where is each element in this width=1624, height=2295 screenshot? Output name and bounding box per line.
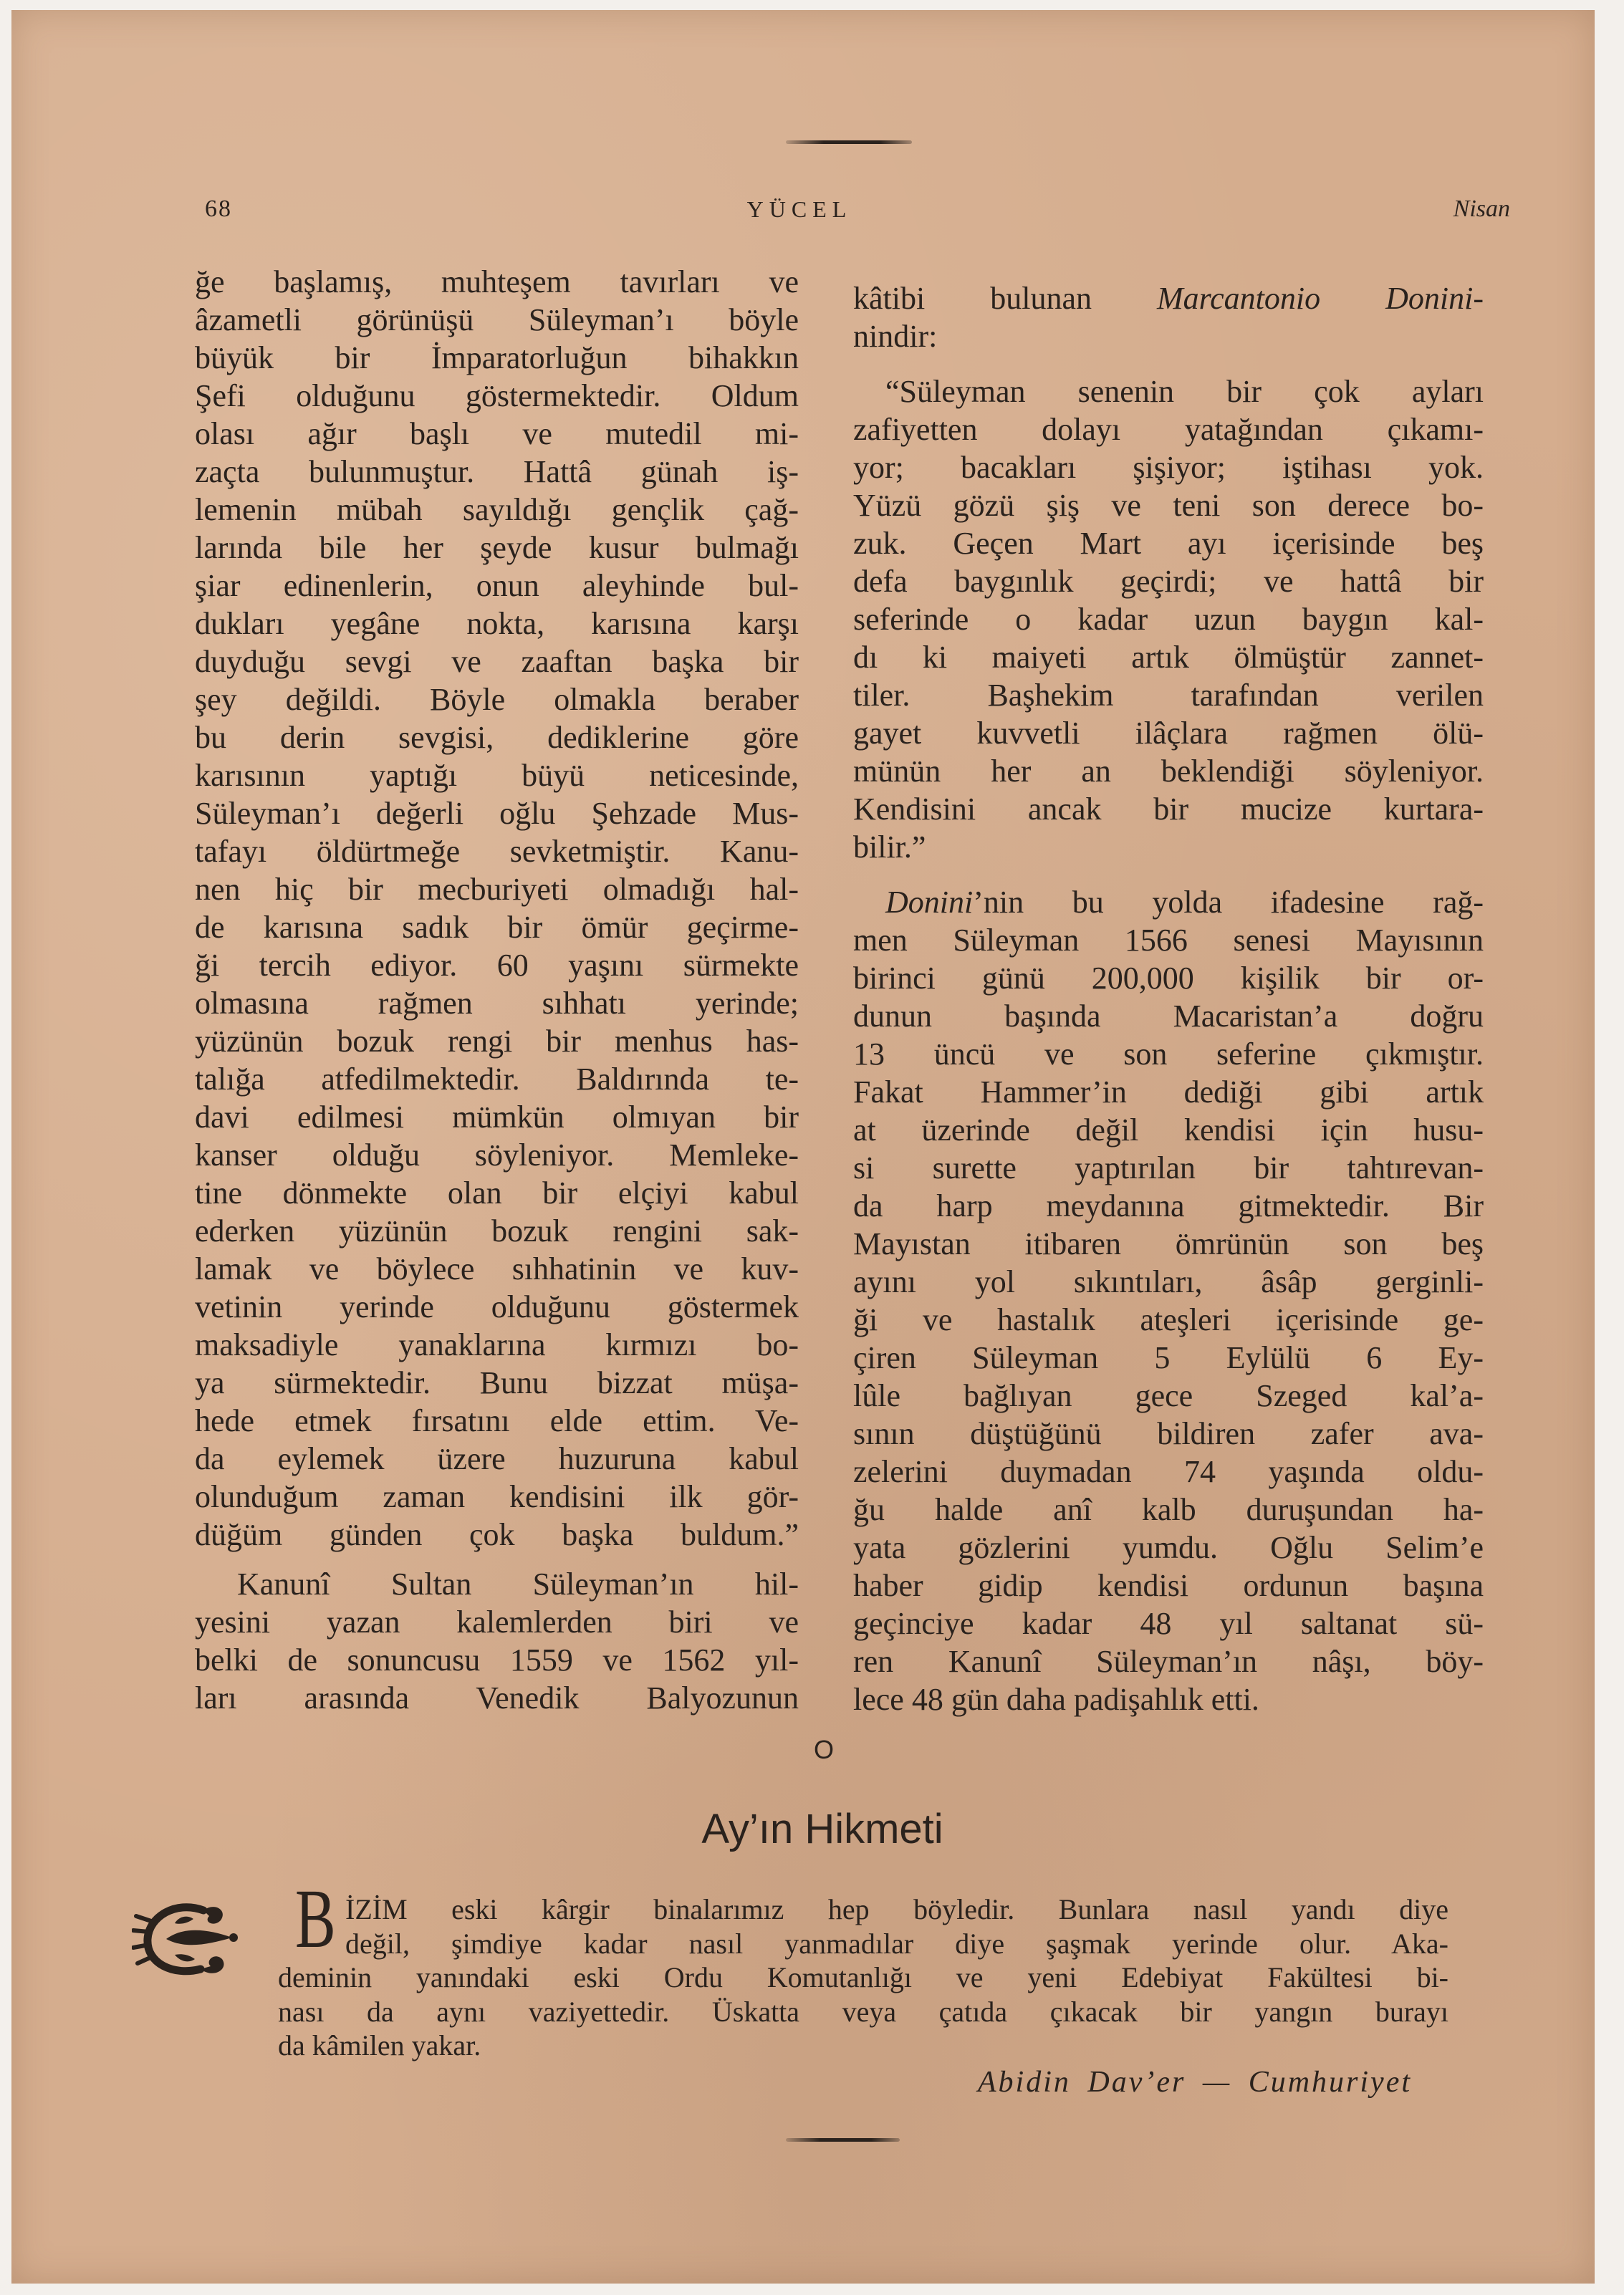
floral-ornament-icon [132,1895,241,1985]
text-line: olası ağır başlı ve mutedil mi- [195,416,799,451]
text-line: at üzerinde değil kendisi için husu- [853,1112,1484,1148]
text-line: ya sürmektedir. Bunu bizzat müşa- [195,1365,799,1400]
text-line: çiren Süleyman 5 Eylülü 6 Ey- [853,1340,1484,1375]
text-line: 13 üncü ve son seferine çıkmıştır. [853,1036,1484,1072]
decorative-rule-bottom [786,2138,900,2142]
text-line: dukları yegâne nokta, karısına karşı [195,606,799,641]
drop-cap: B [295,1872,336,1966]
decorative-rule-top [786,140,912,144]
text-line: belki de sonuncusu 1559 ve 1562 yıl- [195,1642,799,1678]
text-line: olunduğum zaman kendisini ilk gör- [195,1479,799,1514]
text-line: bilir.” [853,829,926,865]
magazine-title: YÜCEL [746,196,852,222]
text-line: de karısına sadık bir ömür geçirme- [195,910,799,945]
text-line: si surette yaptırılan bir tahtırevan- [853,1150,1484,1185]
paragraph [853,372,1484,866]
article-column-right [853,279,1484,1718]
text-line: seferinde o kadar uzun baygın kal- [853,602,1484,637]
section-heading: Ay’ın Hikmeti [701,1806,943,1852]
text-line: ederken yüzünün bozuk rengini sak- [195,1213,799,1248]
text-line: nindir: [853,319,938,354]
text-line: lûle bağlıyan gece Szeged kal’a- [853,1378,1484,1413]
text-line: defa baygınlık geçirdi; ve hattâ bir [853,564,1484,599]
text-line: ren Kanunî Süleyman’ın nâşı, böy- [853,1644,1484,1679]
text-line: vetinin yerinde olduğunu göstermek [195,1289,799,1324]
text-line: Kanunî Sultan Süleyman’ın hil- [237,1567,799,1602]
text-line: larında bile her şeyde kusur bulmağı [195,530,799,565]
text-line: zuk. Geçen Mart ayı içerisinde beş [853,526,1484,561]
text-line: gayet kuvvetli ilâçlara rağmen ölü- [853,716,1484,751]
text-line: maksadiyle yanaklarına kırmızı bo- [195,1327,799,1362]
text-line: olmasına rağmen sıhhatı yerinde; [195,986,799,1021]
italic-text: Donini [885,885,974,920]
text-line: nen hiç bir mecburiyeti olmadığı hal- [195,872,799,907]
text-line: ları arasında Venedik Balyozunun [195,1680,799,1716]
text-line: “Süleyman senenin bir çok ayları [885,374,1484,409]
text-line: deminin yanındaki eski Ordu Komutanlığı ve yeni Edebiyat Fakültesi bi- [278,1961,1448,1993]
text-line: düğüm günden çok başka buldum.” [195,1517,799,1552]
text-line: sının düştüğünü bildiren zafer ava- [853,1416,1484,1451]
text-line: davi edilmesi mümkün olmıyan bir [195,1100,799,1135]
text-line: şiar edinenlerin, onun aleyhinde bul- [195,568,799,603]
section-separator: O [813,1735,835,1764]
text-line: ği tercih ediyor. 60 yaşını sürmekte [195,948,799,983]
text-line: yata gözlerini yumdu. Oğlu Selim’e [853,1530,1484,1565]
paragraph [195,263,799,1554]
text-line: kanser olduğu söyleniyor. Memleke- [195,1137,799,1173]
text-line: yor; bacakları şişiyor; iştihası yok. [853,450,1484,485]
text-line: ğu halde anî kalb duruşundan ha- [853,1492,1484,1527]
text-line: yesini yazan kalemlerden biri ve [195,1604,799,1640]
text-line: âzametli görünüşü Süleyman’ı böyle [195,302,799,337]
paragraph [195,1565,799,1717]
text-line: da harp meydanına gitmektedir. Bir [853,1188,1484,1223]
text-line: Mayıstan itibaren ömrünün son beş [853,1226,1484,1261]
text-line: lece 48 gün daha padişahlık etti. [853,1682,1259,1717]
text-line: men Süleyman 1566 senesi Mayısının [853,923,1484,958]
issue-month: Nisan [1453,196,1510,222]
page-number: 68 [205,196,232,222]
article-column-left [195,263,799,1717]
text-line: karısının yaptığı büyü neticesinde, [195,758,799,793]
text-line: şey değildi. Böyle olmakla beraber [195,682,799,717]
text-line: da eylemek üzere huzuruna kabul [195,1441,799,1476]
text-line: hede etmek fırsatını elde ettim. Ve- [195,1403,799,1438]
text-line: dunun başında Macaristan’a doğru [853,999,1484,1034]
text-line: lamak ve böylece sıhhatinin ve kuv- [195,1251,799,1286]
text-line: zelerini duymadan 74 yaşında oldu- [853,1454,1484,1489]
text-line: Fakat Hammer’in dediği gibi artık [853,1074,1484,1110]
text-line: tine dönmekte olan bir elçiyi kabul [195,1175,799,1211]
text-line: zafiyetten dolayı yatağından çıkamı- [853,412,1484,447]
text-line: bu derin sevgisi, dediklerine göre [195,720,799,755]
text-line: lemenin mübah sayıldığı gençlik çağ- [195,492,799,527]
text-line: münün her an beklendiği söyleniyor. [853,754,1484,789]
text-line: Kendisini ancak bir mucize kurtara- [853,792,1484,827]
text-line: tiler. Başhekim tarafından verilen [853,678,1484,713]
text-line: geçinciye kadar 48 yıl saltanat sü- [853,1606,1484,1641]
text-line: dı ki maiyeti artık ölmüştür zannet- [853,640,1484,675]
text-line: ayını yol sıkıntıları, âsâp gerginli- [853,1264,1484,1299]
text-line: ğe başlamış, muhteşem tavırları ve [195,264,799,299]
text-line [853,279,1484,317]
text-line: İZİM eski kârgir binalarımız hep böyledir. Bunlara nasıl yandı diye [345,1893,1448,1925]
text-line: ği ve hastalık ateşleri içerisinde ge- [853,1302,1484,1337]
text-line: duyduğu sevgi ve zaaftan başka bir [195,644,799,679]
quote-attribution: Abidin Dav’er — Cumhuriyet [977,2066,1412,2099]
text-line: Süleyman’ı değerli oğlu Şehzade Mus- [195,796,799,831]
quote-text [278,1892,1448,2063]
text-line: yüzünün bozuk rengi bir menhus has- [195,1024,799,1059]
paragraph [853,883,1484,1718]
text-run: ’nin bu yolda ifadesine rağ- [973,885,1484,920]
italic-text: Marcantonio Donini- [1156,281,1484,316]
text-line: zaçta bulunmuştur. Hattâ günah iş- [195,454,799,489]
text-line: haber gidip kendisi ordunun başına [853,1568,1484,1603]
text-line: değil, şimdiye kadar nasıl yanmadılar diye şaşmak yerinde olur. Aka- [345,1927,1448,1960]
text-line: nası da aynı vaziyettedir. Üskatta veya çatıda çıkacak bir yangın burayı [278,1995,1448,2028]
text-line [853,883,1484,921]
text-line: büyük bir İmparatorluğun bihakkın [195,340,799,375]
text-line: Yüzü gözü şiş ve teni son derece bo- [853,488,1484,523]
text-line: birinci günü 200,000 kişilik bir or- [853,961,1484,996]
text-line: talığa atfedilmektedir. Baldırında te- [195,1062,799,1097]
text-line: da kâmilen yakar. [278,2029,481,2061]
paragraph [853,279,1484,355]
text-line: Şefi olduğunu göstermektedir. Oldum [195,378,799,413]
text-line: tafayı öldürtmeğe sevketmiştir. Kanu- [195,834,799,869]
text-run: kâtibi bulunan [853,281,1157,316]
